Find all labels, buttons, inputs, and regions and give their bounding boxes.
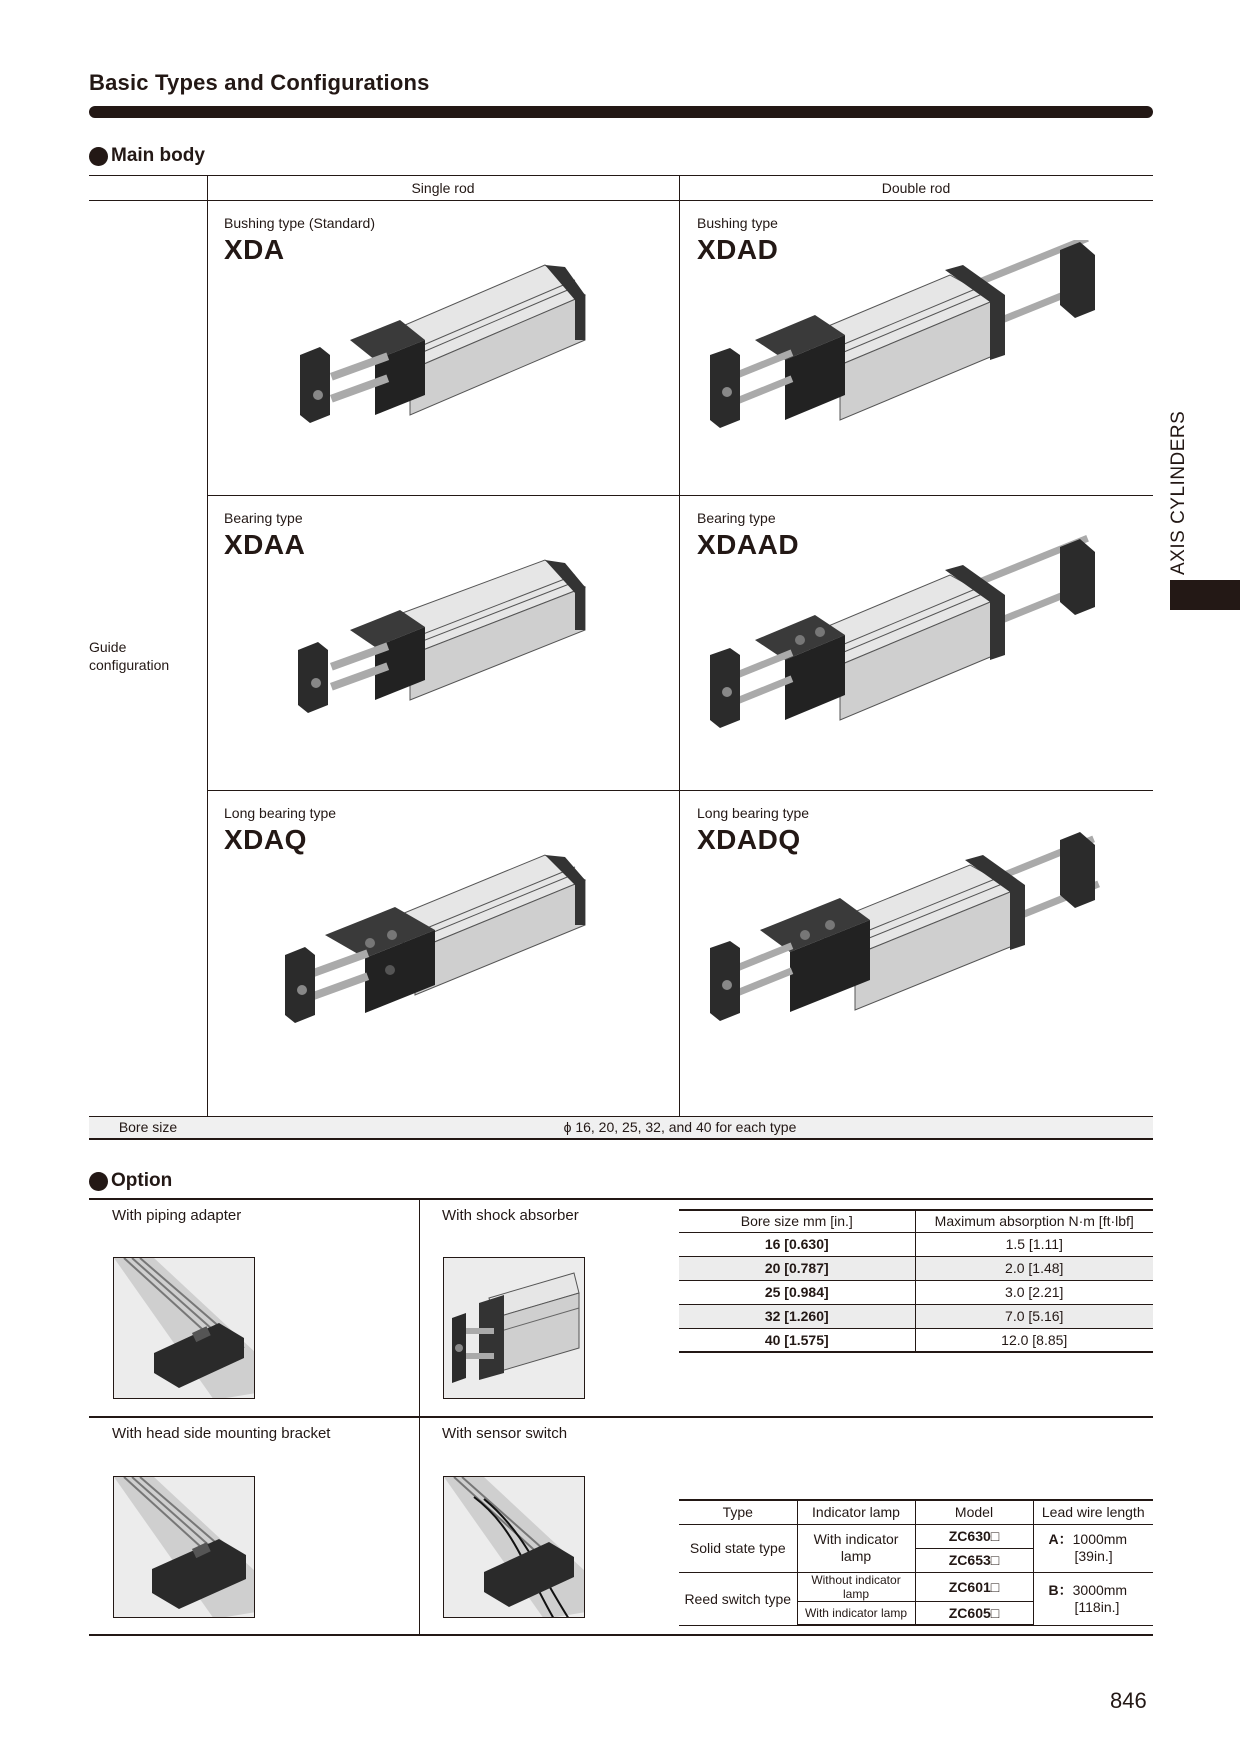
lead-a-key: A：: [1048, 1531, 1073, 1547]
main-body-heading-text: Main body: [111, 145, 205, 166]
absorber-header-absorption: Maximum absorption N·m [ft·lbf]: [915, 1210, 1153, 1232]
sensor-header-lead: Lead wire length: [1033, 1500, 1153, 1524]
sensor-model-cell: ZC653□: [915, 1548, 1033, 1572]
option-column-divider: [419, 1198, 420, 1634]
absorber-value-cell: 12.0 [8.85]: [915, 1328, 1153, 1352]
table-row: [679, 1328, 1153, 1352]
table-row: [679, 1232, 1153, 1256]
sensor-lamp-with-small: With indicator lamp: [797, 1601, 915, 1625]
table-row: [679, 1256, 1153, 1280]
lead-b-value: 3000mm: [1072, 1581, 1128, 1598]
col-head-single-rod: Single rod: [411, 180, 475, 196]
lead-b-inches: [118in.]: [1074, 1598, 1120, 1615]
absorber-spec-table: [679, 1209, 1153, 1353]
table-row: [679, 1304, 1153, 1328]
absorber-bore-cell: 20 [0.787]: [679, 1256, 915, 1280]
xdad-product-image: [705, 240, 1125, 460]
page-number: 846: [1110, 1688, 1147, 1713]
main-table-column-divider: [679, 175, 680, 1116]
cell-xdadq-sub: Long bearing type: [697, 805, 810, 821]
main-table-top-rule: [89, 175, 1153, 176]
absorber-value-cell: 1.5 [1.11]: [915, 1232, 1153, 1256]
option-heading: [89, 1170, 172, 1192]
option-piping-adapter-label: With piping adapter: [112, 1207, 242, 1224]
main-table-row-rule-1: [207, 495, 1153, 496]
sensor-header-lamp: Indicator lamp: [797, 1500, 915, 1524]
sensor-lamp-with: With indicator lamp: [797, 1524, 915, 1572]
xdaq-product-image: [280, 845, 610, 1045]
mounting-bracket-photo: [113, 1476, 255, 1618]
cell-xdaad-sub: Bearing type: [697, 510, 776, 526]
cell-xdaad-model: XDAAD: [697, 529, 800, 560]
main-table-bottom-rule: [89, 1138, 1153, 1140]
xdaad-product-image: [705, 535, 1125, 760]
lead-b-key: B：: [1048, 1581, 1073, 1598]
cell-xdad-model: XDAD: [697, 234, 779, 265]
shock-absorber-photo: [443, 1257, 585, 1399]
table-row: [679, 1572, 1153, 1601]
bore-size-value: ϕ 16, 20, 25, 32, and 40 for each type: [563, 1119, 797, 1135]
sensor-type-reed: Reed switch type: [679, 1572, 797, 1625]
table-row: [679, 1280, 1153, 1304]
option-heading-text: Option: [111, 1170, 173, 1191]
sensor-model-cell: ZC605□: [915, 1601, 1033, 1625]
absorber-value-cell: 7.0 [5.16]: [915, 1304, 1153, 1328]
sensor-model-cell: ZC601□: [915, 1572, 1033, 1601]
cell-xdad-sub: Bushing type: [697, 215, 778, 231]
lead-a-inches: [39in.]: [1074, 1548, 1113, 1564]
absorber-value-cell: 2.0 [1.48]: [915, 1256, 1153, 1280]
sensor-type-solid: Solid state type: [679, 1524, 797, 1572]
cell-xda-sub: Bushing type (Standard): [224, 215, 375, 231]
option-middle-rule: [89, 1416, 1153, 1418]
col-head-double-rod: Double rod: [881, 180, 951, 196]
sensor-header-model: Model: [915, 1500, 1033, 1524]
title-bar: [89, 106, 1153, 118]
piping-adapter-photo: [113, 1257, 255, 1399]
absorber-bore-cell: 16 [0.630]: [679, 1232, 915, 1256]
sensor-lamp-without-small: Without indicator lamp: [797, 1572, 915, 1601]
sensor-header-type: Type: [679, 1500, 797, 1524]
xda-product-image: [290, 255, 600, 455]
absorber-header-bore: Bore size mm [in.]: [679, 1210, 915, 1232]
sensor-model-cell: ZC630□: [915, 1524, 1033, 1548]
main-table-header-rule: [89, 200, 1153, 201]
sensor-lead-a: [1033, 1524, 1153, 1572]
option-shock-absorber-label: With shock absorber: [442, 1207, 579, 1224]
cell-xdaq-sub: Long bearing type: [224, 805, 337, 821]
xdaa-product-image: [290, 555, 600, 745]
cell-xdaa-sub: Bearing type: [224, 510, 303, 526]
page-title: Basic Types and Configurations: [89, 70, 430, 95]
main-table-row-rule-2: [207, 790, 1153, 791]
cell-xdadq-model: XDADQ: [697, 824, 801, 855]
cell-xdaa-model: XDAA: [224, 529, 306, 560]
cell-xdaq-model: XDAQ: [224, 824, 307, 855]
sensor-lead-b: [1033, 1572, 1153, 1625]
bullet-icon: [89, 147, 108, 166]
row-label-guide-configuration: Guide configuration: [89, 639, 170, 673]
main-body-heading: [89, 145, 205, 167]
option-bottom-rule: [89, 1634, 1153, 1636]
absorber-bore-cell: 32 [1.260]: [679, 1304, 915, 1328]
option-sensor-switch-label: With sensor switch: [442, 1425, 568, 1442]
side-tab-label: AXIS CYLINDERS: [1168, 410, 1189, 575]
table-row: [679, 1524, 1153, 1548]
main-table-label-divider: [207, 175, 208, 1140]
bore-size-label: Bore size: [118, 1119, 178, 1135]
option-top-rule: [89, 1198, 1153, 1200]
option-mounting-bracket-label: With head side mounting bracket: [112, 1425, 331, 1442]
absorber-bore-cell: 40 [1.575]: [679, 1328, 915, 1352]
lead-a-value: 1000mm: [1072, 1531, 1128, 1547]
bullet-icon: [89, 1172, 108, 1191]
sensor-spec-table: [679, 1499, 1153, 1626]
absorber-bore-cell: 25 [0.984]: [679, 1280, 915, 1304]
side-tab-marker: [1170, 580, 1240, 610]
xdadq-product-image: [705, 830, 1125, 1060]
absorber-value-cell: 3.0 [2.21]: [915, 1280, 1153, 1304]
cell-xda-model: XDA: [224, 234, 285, 265]
sensor-switch-photo: [443, 1476, 585, 1618]
